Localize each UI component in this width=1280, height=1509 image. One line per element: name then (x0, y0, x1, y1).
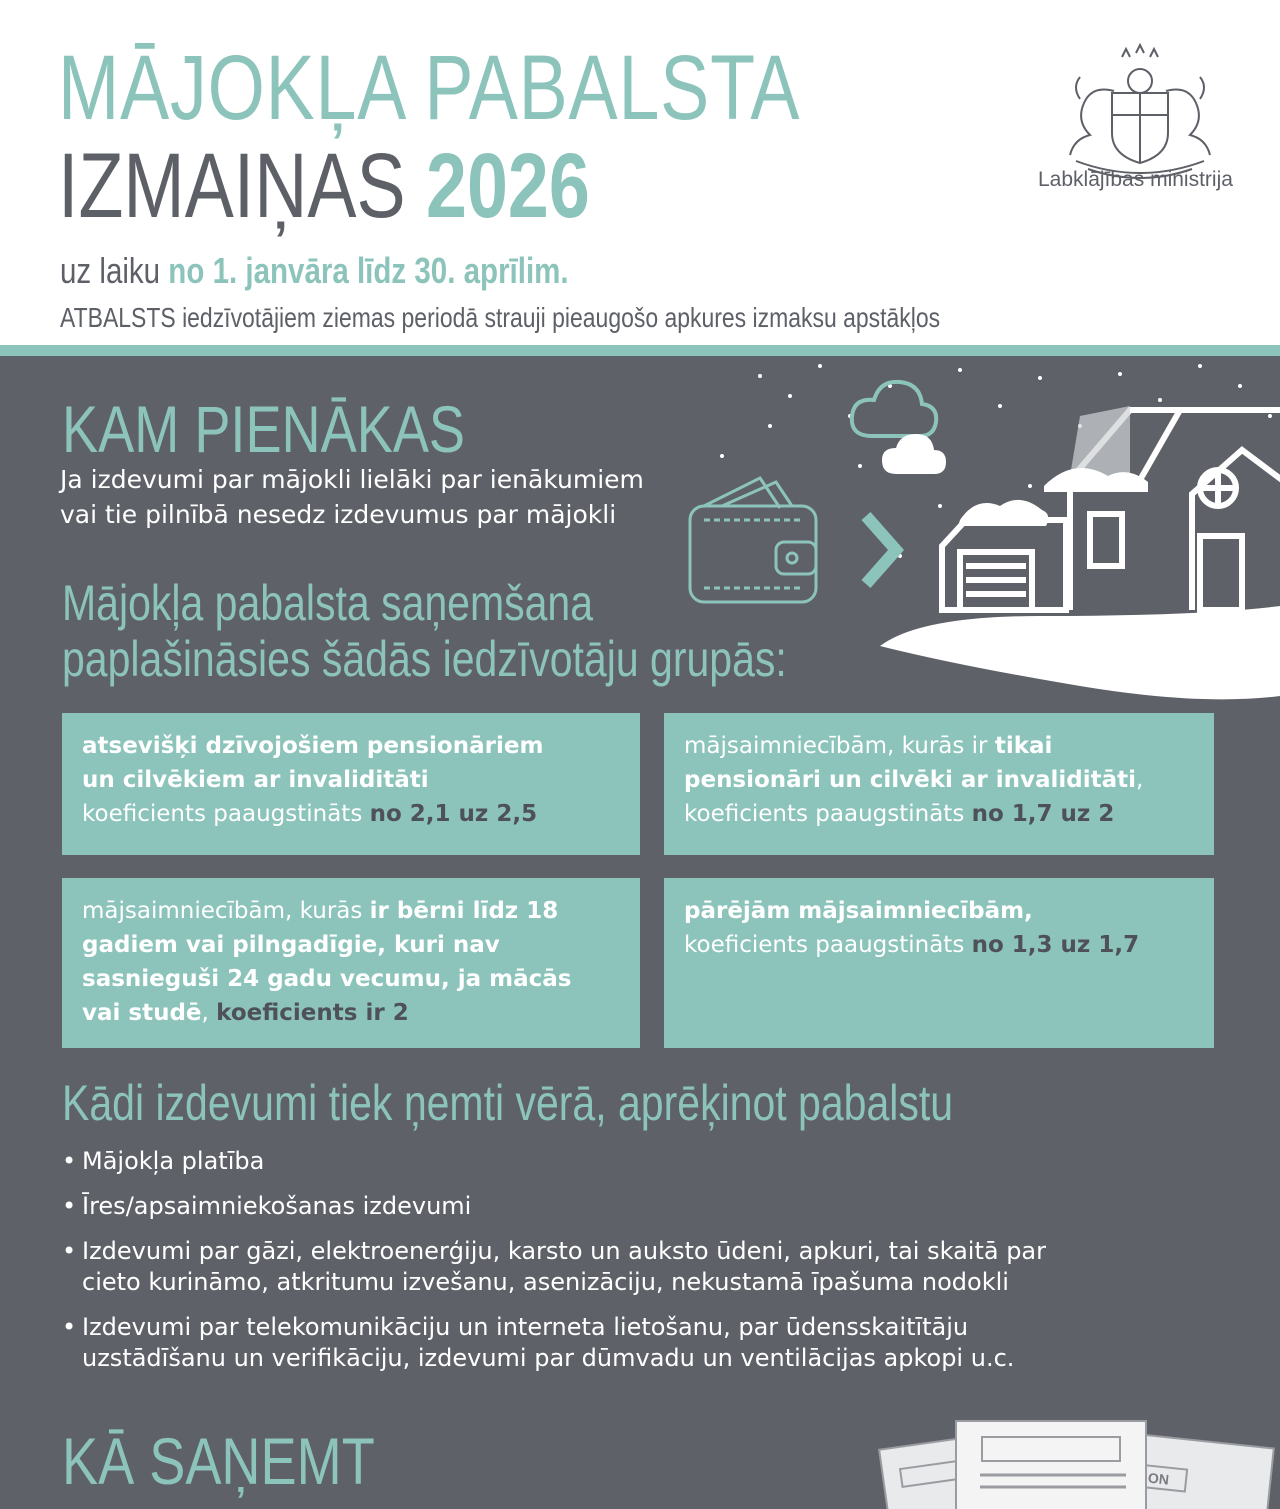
list-item: • Mājokļa platība (62, 1146, 1112, 1177)
expenses-list (62, 1146, 1112, 1388)
box1-coefficient (82, 797, 620, 831)
group-box-families-with-children (62, 878, 640, 1048)
documents-icon (870, 1401, 1280, 1509)
box1-bold-line2: un cilvēkiem ar invaliditāti (82, 767, 429, 793)
title-year: 2026 (426, 135, 590, 237)
expenses-heading: Kādi izdevumi tiek ņemti vērā, aprēķinot pabalstu (62, 1075, 954, 1131)
header (0, 0, 1280, 345)
box2-coef-label: koeficients paaugstināts (684, 801, 965, 827)
box4-coefficient (684, 928, 1194, 962)
box3-line4 (82, 996, 620, 1030)
box3-bold4: vai studē (82, 1000, 202, 1026)
period-dates: no 1. janvāra līdz 30. aprīlim. (168, 250, 569, 291)
eligibility-text-line2: vai tie pilnībā nesedz izdevumus par mājokli (60, 500, 617, 529)
box3-comma: , (201, 1000, 209, 1026)
period-prefix: uz laiku (60, 250, 161, 291)
box4-coef-label: koeficients paaugstināts (684, 932, 965, 958)
groups-heading-line2: paplašināsies šādās iedzīvotāju grupās: (62, 631, 787, 687)
box1-bold-line1: atsevišķi dzīvojošiem pensionāriem (82, 733, 544, 759)
title-line1: MĀJOKĻA PABALSTA (58, 37, 801, 139)
box2-prefix: mājsaimniecībām, kurās ir (684, 733, 988, 759)
period-text (60, 250, 569, 292)
groups-heading-line1: Mājokļa pabalsta saņemšana (62, 575, 594, 631)
box3-bold1: ir bērni līdz 18 (369, 898, 559, 924)
doc-label: ON (1147, 1469, 1170, 1488)
eligibility-text-line1: Ja izdevumi par mājokli lielāki par ienākumiem (60, 465, 644, 494)
eligibility-heading: KAM PIENĀKAS (62, 392, 466, 466)
group-box-other-households (664, 878, 1214, 1048)
box3-bold3: sasnieguši 24 gadu vecumu, ja mācās (82, 966, 572, 992)
box2-comma: , (1136, 767, 1144, 793)
box1-coef-label: koeficients paaugstināts (82, 801, 363, 827)
box4-coef-value: no 1,3 uz 1,7 (971, 932, 1140, 958)
box4-bold: pārējām mājsaimniecībām, (684, 898, 1033, 924)
how-to-get-heading: KĀ SAŅEMT (62, 1424, 375, 1498)
main-content (0, 356, 1280, 1509)
box3-line1 (82, 894, 620, 928)
title-word: IZMAIŅAS (58, 135, 406, 237)
box3-bold2: gadiem vai pilngadīgie, kuri nav (82, 932, 500, 958)
box2-line2 (684, 763, 1194, 797)
list-item: • Izdevumi par telekomunikāciju un interneta lietošanu, par ūdensskaitītāju uzstādīšanu un verifikāciju, izdevumi par dūmvadu un ventilācijas apkopi u.c. (62, 1312, 1112, 1374)
accent-stripe (0, 345, 1280, 356)
ministry-name: Labklājības ministrija (1038, 168, 1233, 191)
box3-coef: koeficients ir 2 (216, 1000, 409, 1026)
box3-prefix: mājsaimniecībām, kurās (82, 898, 363, 924)
group-box-single-pensioners (62, 713, 640, 855)
group-box-pensioner-households (664, 713, 1214, 855)
box1-coef-value: no 2,1 uz 2,5 (369, 801, 538, 827)
box2-line1 (684, 729, 1194, 763)
box2-coef-value: no 1,7 uz 2 (971, 801, 1115, 827)
title-line2 (58, 136, 590, 236)
list-item: • Īres/apsaimniekošanas izdevumi (62, 1191, 1112, 1222)
box2-bold2: pensionāri un cilvēki ar invaliditāti (684, 767, 1137, 793)
box2-bold1: tikai (994, 733, 1053, 759)
list-item: • Izdevumi par gāzi, elektroenerģiju, karsto un auksto ūdeni, apkuri, tai skaitā par cieto kurināmo, atkritumu izvešanu, asenizāciju, nekustamā īpašuma nodokli (62, 1236, 1112, 1298)
box2-coefficient (684, 797, 1194, 831)
support-text: ATBALSTS iedzīvotājiem ziemas periodā strauji pieaugošo apkures izmaksu apstākļos (60, 302, 941, 333)
